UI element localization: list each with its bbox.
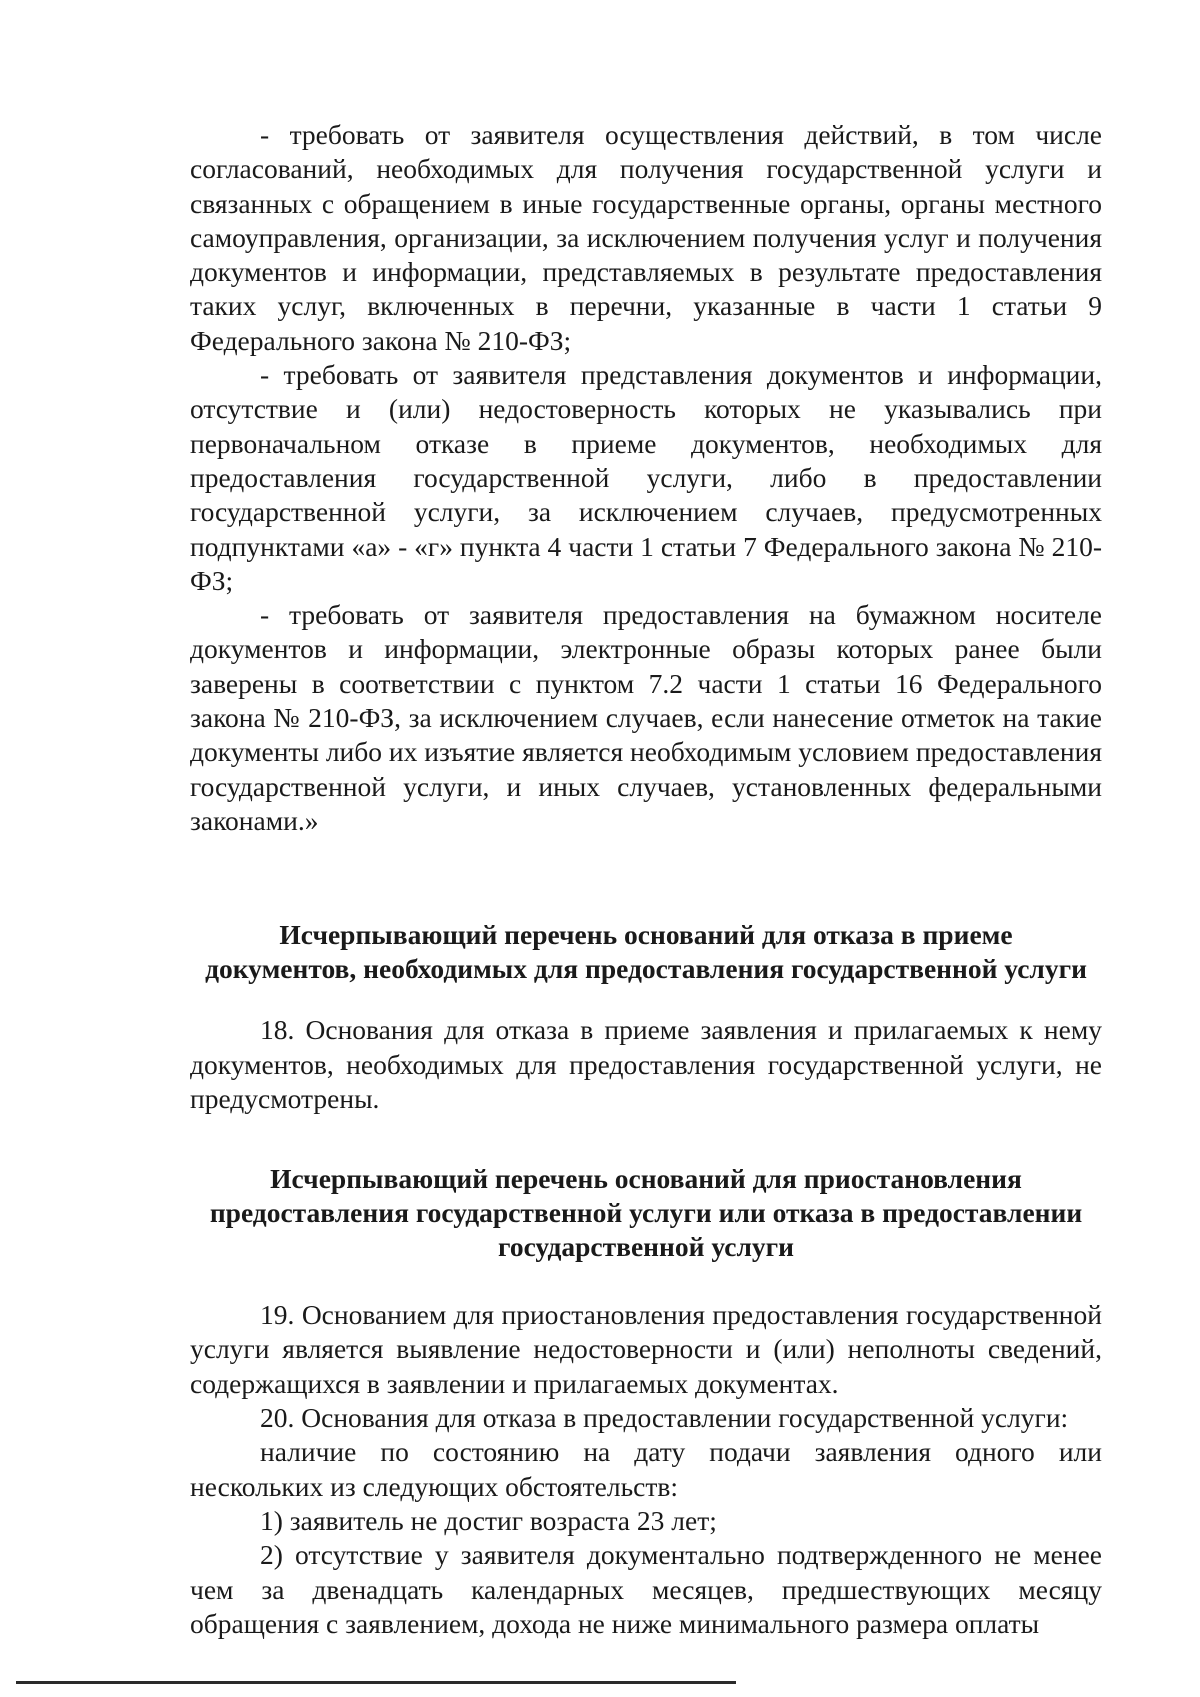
paragraph-18: 18. Основания для отказа в приеме заявления и прилагаемых к нему документов, необходимых для предоставления государственной услуги, не предусмотрены.: [190, 1014, 1102, 1114]
list-item-1: 1) заявитель не достиг возраста 23 лет;: [260, 1504, 717, 1536]
heading-line: предоставления государственной услуги или отказа в предоставлении: [209, 1197, 1083, 1229]
heading-line: Исчерпывающий перечень оснований для отказа в приеме: [279, 919, 1013, 951]
paragraph-20: 20. Основания для отказа в предоставлении государственной услуги:: [260, 1402, 1069, 1434]
list-item-requirement-2: - требовать от заявителя представления документов и информации, отсутствие и (или) недостоверность которых не указывались при первоначальном отказе в приеме документов, необходимых для предоставления государственной услуги, либо в предоставлении государственной услуги, за исключением случаев, предусмотренных подпунктами «а» - «г» пункта 4 части 1 статьи 7 Федерального закона № 210-ФЗ;: [190, 359, 1102, 596]
section-heading-suspension-refusal: [190, 1162, 1102, 1264]
list-item-requirement-3: - требовать от заявителя предоставления на бумажном носителе документов и информации, электронные образы которых ранее были заверены в соответствии с пунктом 7.2 части 1 статьи 16 Федерального закона № 210-ФЗ, за исключением случаев, если нанесение отметок на такие документы либо их изъятие является необходимым условием предоставления государственной услуги, и иных случаев, установленных федеральными законами.»: [190, 599, 1102, 836]
bottom-divider-line: [16, 1681, 736, 1684]
heading-line: Исчерпывающий перечень оснований для приостановления: [270, 1163, 1022, 1195]
document-page: [190, 118, 1102, 1641]
heading-line: документов, необходимых для предоставления государственной услуги: [205, 953, 1087, 985]
paragraph-20-intro: наличие по состоянию на дату подачи заявления одного или нескольких из следующих обстоятельств:: [190, 1436, 1102, 1502]
list-item-2: 2) отсутствие у заявителя документально подтвержденного не менее чем за двенадцать календарных месяцев, предшествующих месяцу обращения с заявлением, дохода не ниже минимального размера оплаты: [190, 1539, 1102, 1639]
section-heading-refusal-acceptance: [190, 918, 1102, 986]
paragraph-19: 19. Основанием для приостановления предоставления государственной услуги является выявление недостоверности и (или) неполноты сведений, содержащихся в заявлении и прилагаемых документах.: [190, 1299, 1102, 1399]
heading-line: государственной услуги: [498, 1231, 794, 1263]
list-item-requirement-1: - требовать от заявителя осуществления действий, в том числе согласований, необходимых для получения государственной услуги и связанных с обращением в иные государственные органы, органы местного самоуправления, организации, за исключением получения услуг и получения документов и информации, представляемых в результате предоставления таких услуг, включенных в перечни, указанные в части 1 статьи 9 Федерального закона № 210-ФЗ;: [190, 119, 1102, 356]
